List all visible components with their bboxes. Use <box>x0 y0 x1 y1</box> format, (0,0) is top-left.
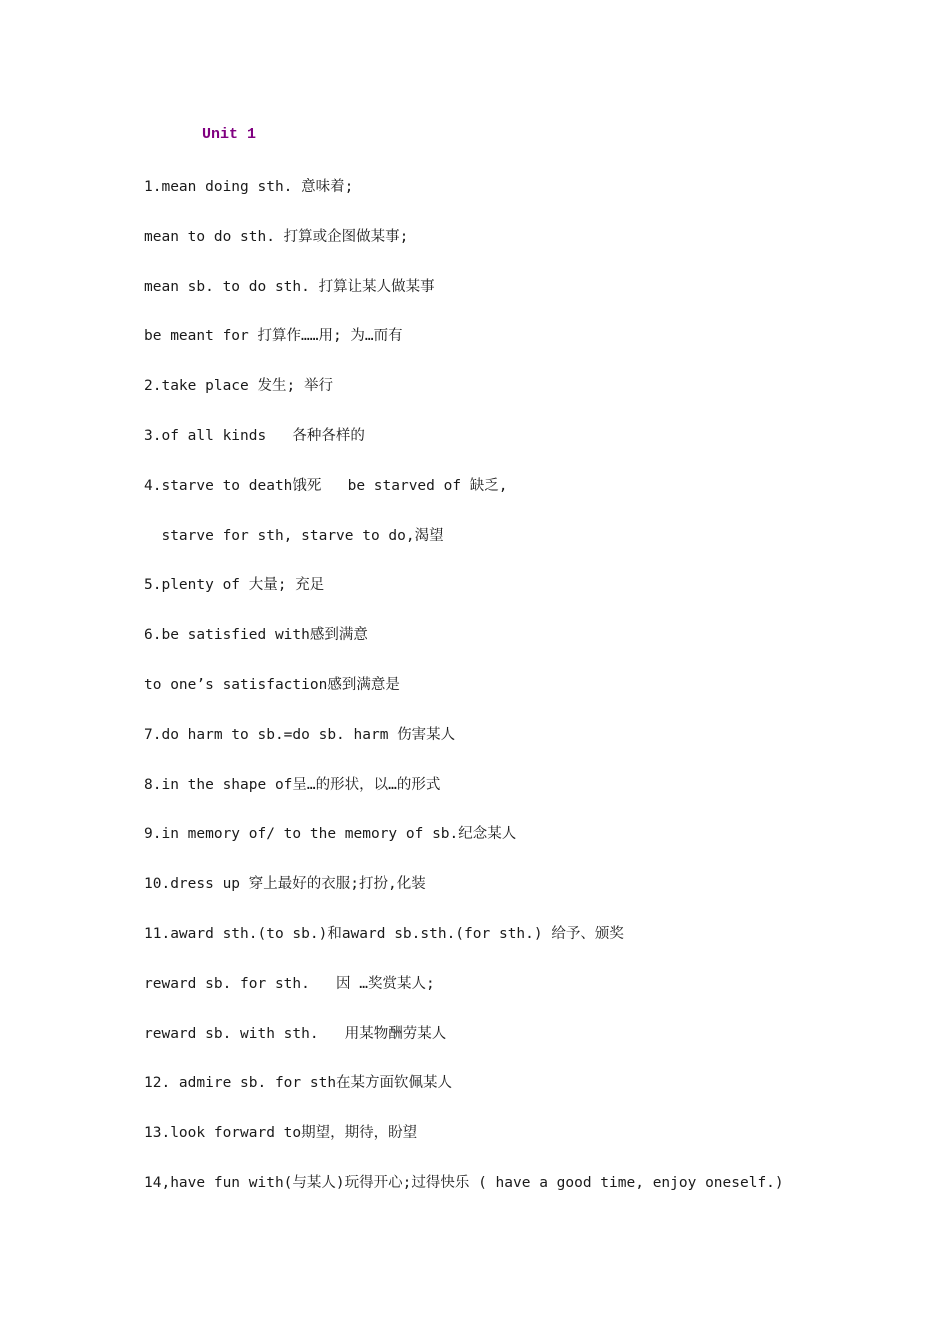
vocabulary-line: 11.award sth.(to sb.)和award sb.sth.(for sth.) 给予、颁奖 <box>144 925 624 942</box>
vocabulary-line: 13.look forward to期望，期待，盼望 <box>144 1125 418 1142</box>
vocabulary-line: 3.of all kinds 各种各样的 <box>144 427 365 444</box>
vocabulary-line: 9.in memory of/ to the memory of sb.纪念某人 <box>144 826 517 843</box>
vocabulary-line: 14,have fun with(与某人)玩得开心;过得快乐 ( have a good time, enjoy oneself.) <box>144 1174 784 1191</box>
vocabulary-line: reward sb. for sth. 因 …奖赏某人; <box>144 975 435 992</box>
vocabulary-line: mean to do sth. 打算或企图做某事; <box>144 228 409 245</box>
vocabulary-line: 7.do harm to sb.=do sb. harm 伤害某人 <box>144 726 456 743</box>
vocabulary-line: 10.dress up 穿上最好的衣服;打扮,化装 <box>144 876 426 893</box>
vocabulary-line: reward sb. with sth. 用某物酬劳某人 <box>144 1025 447 1042</box>
unit-title: Unit 1 <box>202 126 257 143</box>
vocabulary-line: starve for sth, starve to do,渴望 <box>144 527 444 544</box>
vocabulary-line: to one’s satisfaction感到满意是 <box>144 676 400 693</box>
vocabulary-line: 1.mean doing sth. 意味着; <box>144 179 354 195</box>
vocabulary-line: 5.plenty of 大量; 充足 <box>144 577 325 594</box>
vocabulary-line: 8.in the shape of呈…的形状，以…的形式 <box>144 776 441 793</box>
vocabulary-line: 6.be satisfied with感到满意 <box>144 627 368 644</box>
vocabulary-line: mean sb. to do sth. 打算让某人做某事 <box>144 278 435 295</box>
vocabulary-line: 12. admire sb. for sth在某方面钦佩某人 <box>144 1075 453 1092</box>
vocabulary-list <box>144 175 784 1221</box>
vocabulary-line: be meant for 打算作……用; 为…而有 <box>144 328 403 345</box>
vocabulary-line: 4.starve to death饿死 be starved of 缺乏, <box>144 477 508 494</box>
vocabulary-line: 2.take place 发生; 举行 <box>144 378 333 395</box>
